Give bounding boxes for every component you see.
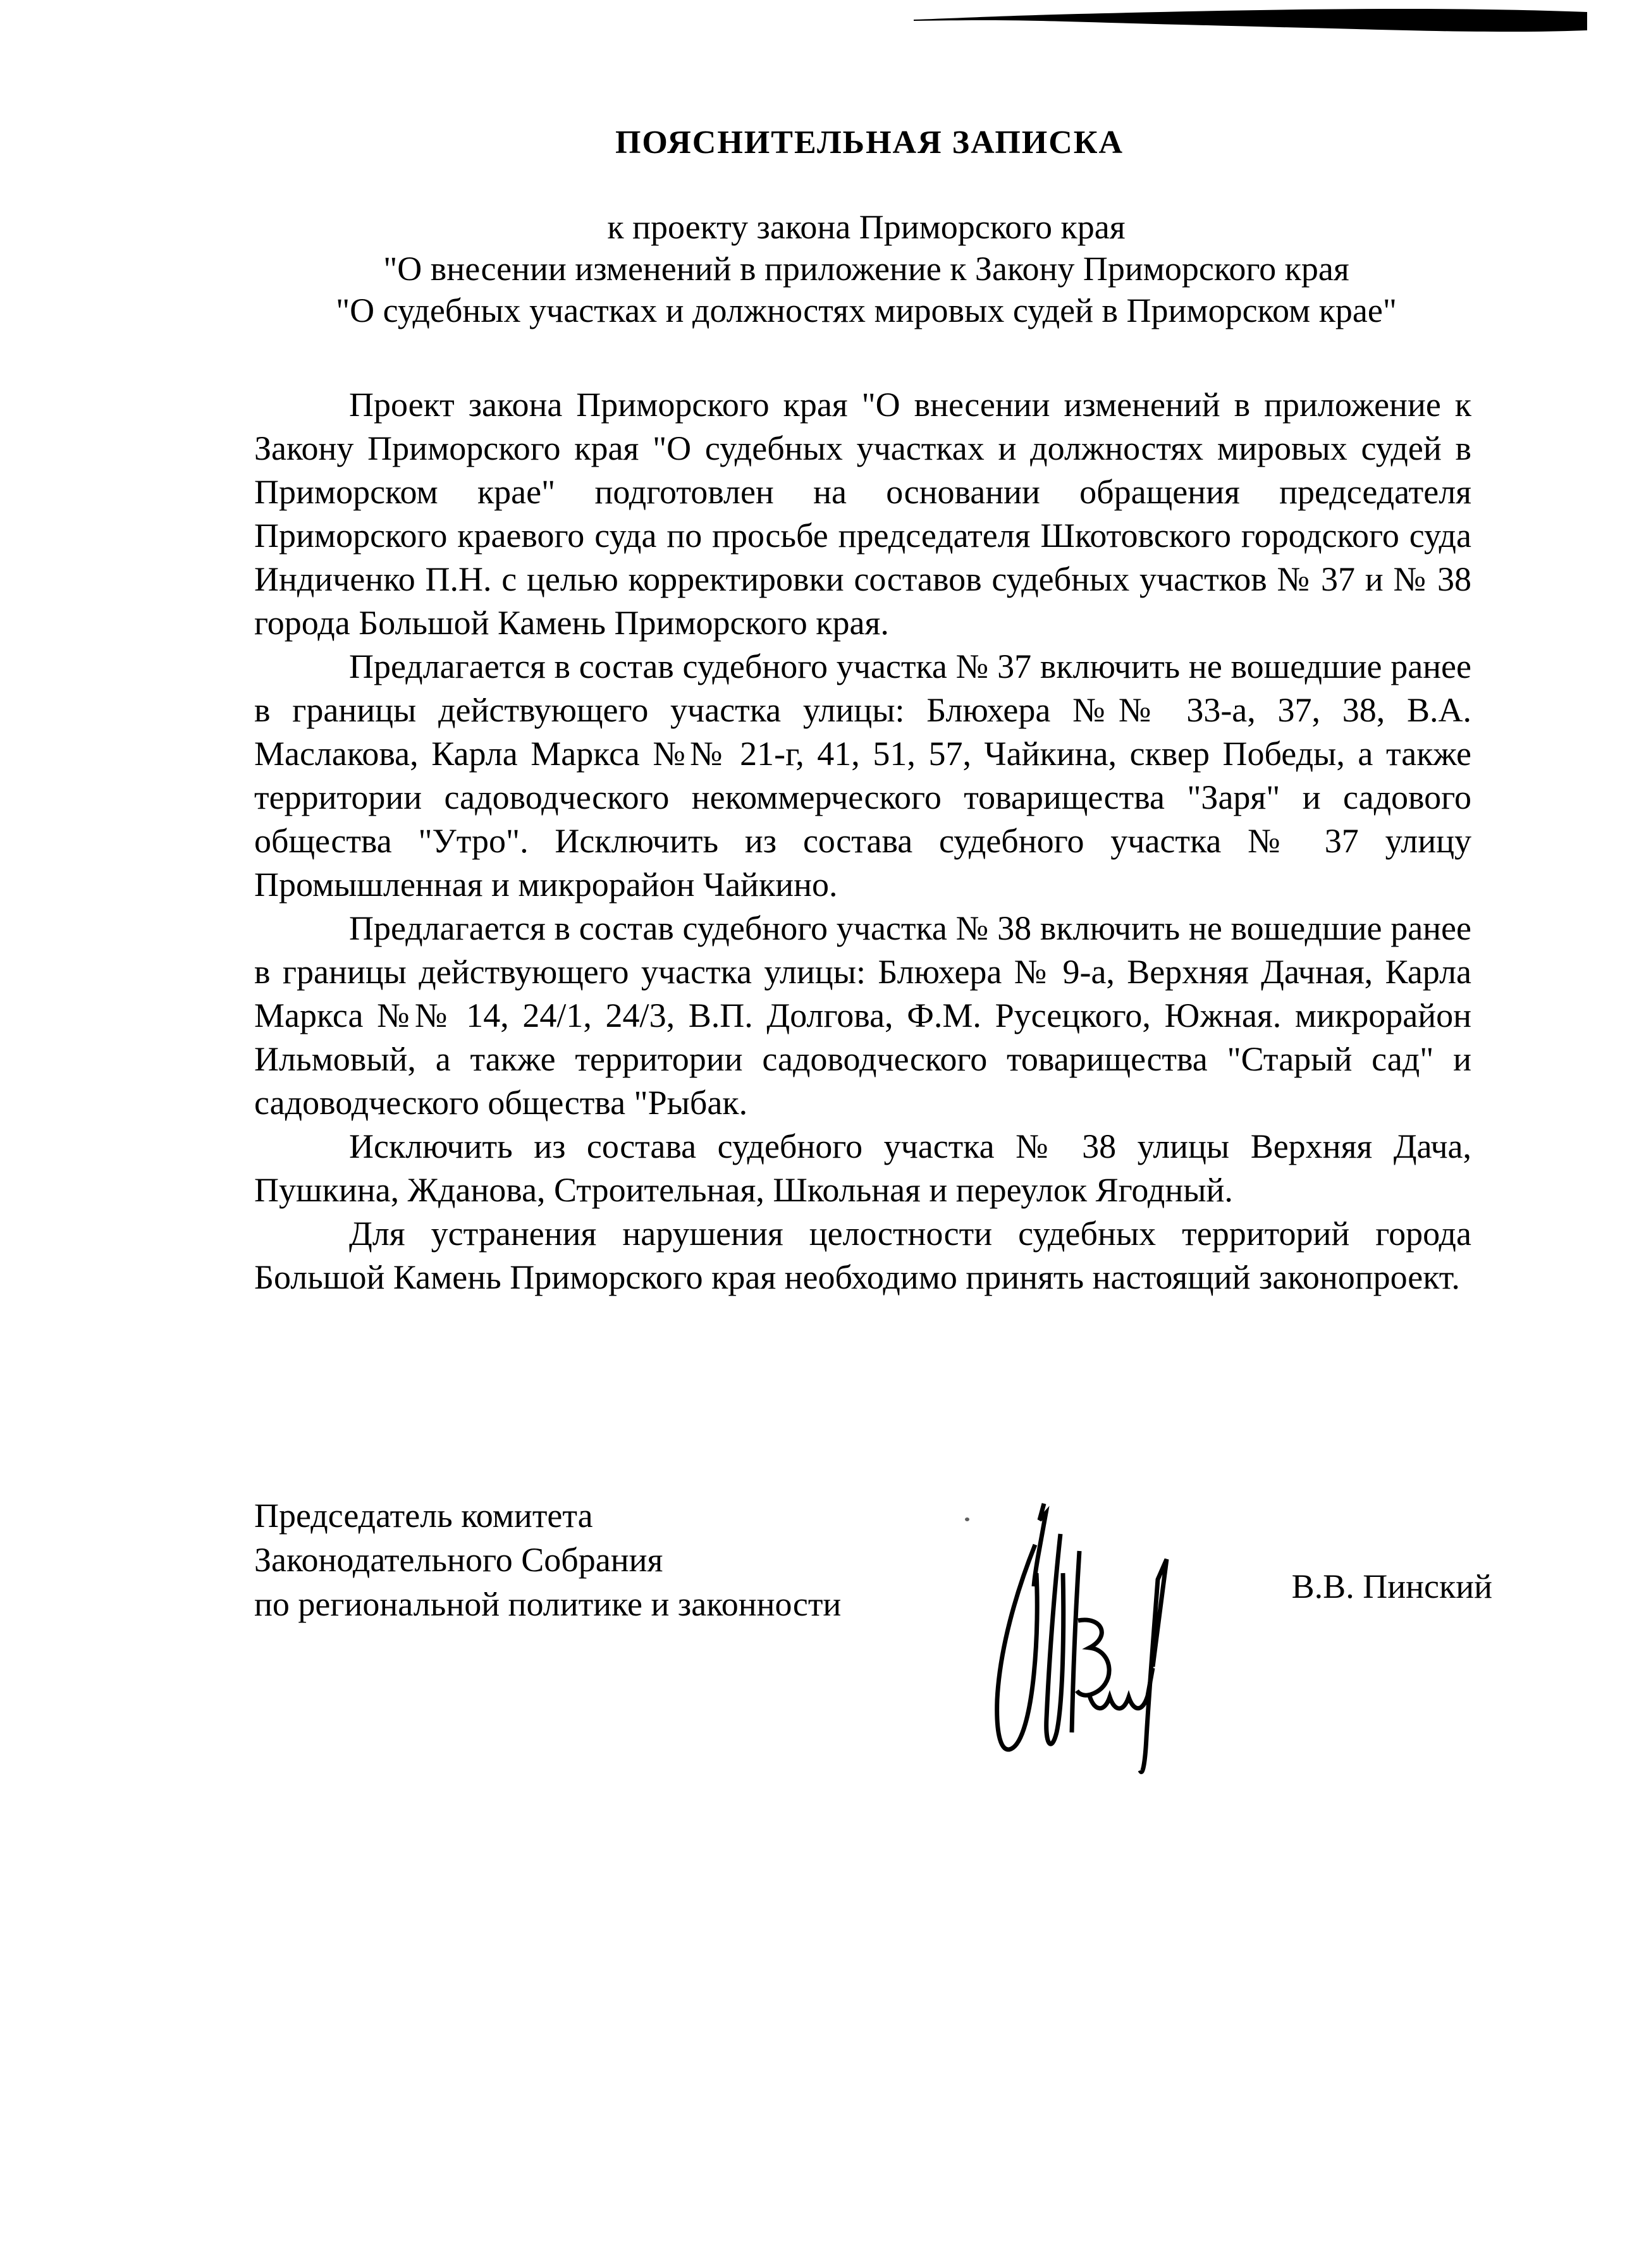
paragraph: Исключить из состава судебного участка № 38 улицы Верхняя Дача, Пушкина, Жданова, Строительная, Школьная и переулок Ягодный. [254, 1127, 1471, 1209]
subtitle-line: "О внесении изменений в приложение к Закону Приморского края [383, 250, 1349, 288]
paragraph: Предлагается в состав судебного участка № 38 включить не вошедшие ранее в границы действующего участка улицы: Блюхера № 9-а, Верхняя Дачная, Карла Маркса №№ 14, 24/1, 24/3, В.П. Долгова, Ф.М. Русецкого, Южная. микрорайон Ильмовый, а также территории садоводческого товарищества "Старый сад" и садоводческого общества "Рыбак. [254, 909, 1471, 1122]
subtitle-line: к проекту закона Приморского края [607, 208, 1126, 246]
signatory-role-line: Законодательного Собрания [254, 1541, 663, 1579]
paragraph: Предлагается в состав судебного участка № 37 включить не вошедшие ранее в границы действующего участка улицы: Блюхера №№ 33-а, 37, 38, В.А. Маслакова, Карла Маркса №№ 21-г, 41, 51, 57, Чайкина, сквер Победы, а также территории садоводческого некоммерческого товарищества "Заря" и садового общества "Утро". Исключить из состава судебного участка № 37 улицу Промышленная и микрорайон Чайкино. [254, 647, 1471, 904]
paragraph: Для устранения нарушения целостности судебных территорий города Большой Камень Приморского края необходимо принять настоящий законопроект. [254, 1215, 1471, 1296]
subtitle-line: "О судебных участках и должностях мировых судей в Приморском крае" [336, 291, 1397, 329]
signature-block [254, 1493, 1487, 1626]
paragraph: Проект закона Приморского края "О внесении изменений в приложение к Закону Приморского края "О судебных участках и должностях мировых судей в Приморском крае" подготовлен на основании обращения председателя Приморского краевого суда по просьбе председателя Шкотовского городского суда Индиченко П.Н. с целью корректировки составов судебных участков № 37 и № 38 города Большой Камень Приморского края. [254, 386, 1471, 642]
signatory-role-line: по региональной политике и законности [254, 1585, 842, 1623]
handwritten-signature-icon [983, 1485, 1186, 1782]
signatory-role-line: Председатель комитета [254, 1497, 593, 1535]
body-text [254, 383, 1471, 1299]
page-title: ПОЯСНИТЕЛЬНАЯ ЗАПИСКА [615, 125, 1124, 161]
subtitle-block [215, 206, 1518, 331]
scan-ink-smear-icon [914, 8, 1587, 35]
signatory-name: В.В. Пинский [1291, 1567, 1492, 1605]
ink-speck-icon [965, 1517, 969, 1521]
